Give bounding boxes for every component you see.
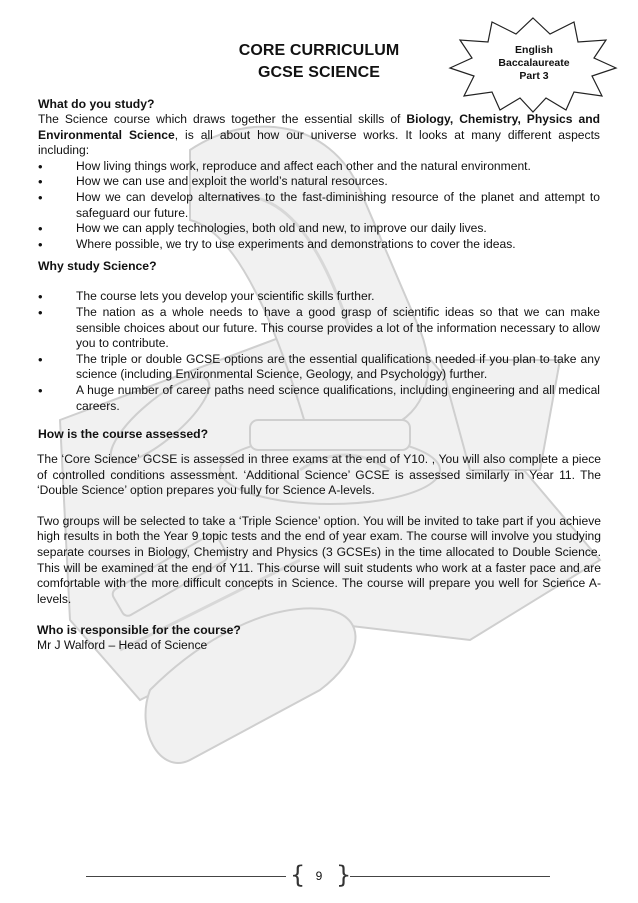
intro-start: The Science course which draws together the essential skills of	[38, 112, 407, 126]
heading-what-study: What do you study?	[38, 97, 155, 111]
list-item: • A huge number of career paths need science qualifications, including engineering and all medical careers.	[38, 383, 600, 414]
list-item: • The triple or double GCSE options are the essential qualifications needed if you plan to take any science (including Environmental Science, Geology, and Psychology) further.	[38, 352, 600, 383]
title-line-2: GCSE SCIENCE	[257, 64, 381, 81]
list-item: • The nation as a whole needs to have a good grasp of scientific ideas so that we can make sensible choices about our future. This course provides a lot of the information necessary to allow you to contribute.	[38, 305, 600, 352]
list-item: • How we can use and exploit the world’s natural resources.	[38, 174, 600, 190]
right-bracket-icon: }	[336, 861, 352, 889]
list-item: • The course lets you develop your scientific skills further.	[38, 289, 600, 305]
badge-line-3: Part 3	[519, 70, 549, 82]
responsible-person: Mr J Walford – Head of Science	[37, 638, 208, 653]
footer-rule-right	[350, 876, 550, 877]
footer-rule-left	[86, 876, 286, 877]
list-item: • How we can apply technologies, both old and new, to improve our daily lives.	[38, 221, 600, 237]
assessment-section	[37, 452, 601, 654]
assessment-paragraph-2: Two groups will be selected to take a ‘Triple Science’ option. You will be invited to take part if you achieve high results in both the Year 9 topic tests and the end of year exam. The course will involve you studying separate courses in Biology, Chemistry and Physics (3 GCSEs) in the time allocated to Double Science. This will be examined at the end of Y11. This course will suit students who work at a faster pace and are comfortable with the more difficult concepts in Science. The course will prepare you well for Science A-levels.	[37, 513, 601, 606]
study-list	[38, 159, 600, 253]
intro-subjects: Biology, Chemistry, Physics and Environmental Science	[38, 112, 600, 142]
page-title	[214, 40, 424, 84]
list-item: • How we can develop alternatives to the fast-diminishing resource of the planet and attempt to safeguard our future.	[38, 190, 600, 221]
title-line-1: CORE CURRICULUM	[238, 42, 400, 59]
badge-text	[486, 44, 582, 83]
list-item: • Where possible, we try to use experiments and demonstrations to cover the ideas.	[38, 237, 600, 253]
main-content	[38, 96, 600, 442]
why-list	[38, 289, 600, 414]
intro-paragraph	[38, 112, 600, 159]
heading-responsible: Who is responsible for the course?	[37, 623, 241, 638]
heading-why-study: Why study Science?	[38, 259, 157, 274]
assessment-paragraph-1: The ‘Core Science’ GCSE is assessed in three exams at the end of Y10. , You will also complete a piece of controlled conditions assessment. ‘Additional Science’ GCSE is assessed similarly in Year 11. The ‘Double Science’ option prepares you fully for Science A-levels.	[37, 452, 601, 498]
heading-how-assessed: How is the course assessed?	[38, 427, 209, 442]
badge-line-1: English	[515, 44, 553, 56]
page-number: 9	[315, 869, 323, 883]
intro-end: , is all about how our universe works. It looks at many different aspects including:	[38, 127, 600, 158]
badge-line-2: Baccalaureate	[498, 57, 570, 69]
left-bracket-icon: {	[290, 861, 306, 889]
list-item: • How living things work, reproduce and affect each other and the natural environment.	[38, 159, 600, 175]
